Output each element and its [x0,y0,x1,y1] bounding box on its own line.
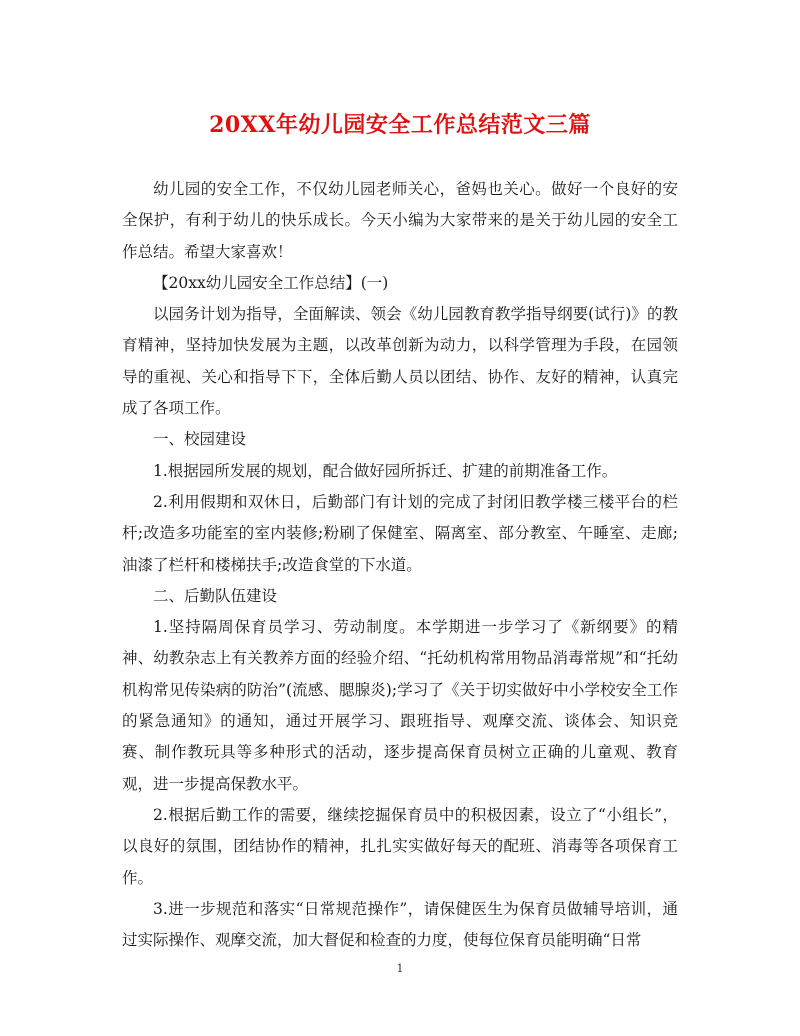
intro-paragraph: 幼儿园的安全工作，不仅幼儿园老师关心，爸妈也关心。做好一个良好的安全保护，有利于幼儿的快乐成长。今天小编为大家带来的是关于幼儿园的安全工作总结。希望大家喜欢！ [122,180,678,261]
subheading-campus-construction: 一、校园建设 [153,430,247,449]
section-heading-part-one: 【20xx幼儿园安全工作总结】(一) [153,273,389,292]
document-body [122,174,678,956]
page-number: 1 [396,962,404,975]
list-item: 1.根据园所发展的规划，配合做好园所拆迁、扩建的前期准备工作。 [153,461,618,480]
list-item: 2.利用假期和双休日，后勤部门有计划的完成了封闭旧教学楼三楼平台的栏杆;改造多功能室的室内装修;粉刷了保健室、隔离室、部分教室、午睡室、走廊;油漆了栏杆和楼梯扶手;改造食堂的下水道。 [122,492,678,574]
body-paragraph: 以园务计划为指导，全面解读、领会《幼儿园教育教学指导纲要(试行)》的教育精神，坚持加快发展为主题，以改革创新为动力，以科学管理为手段，在园领导的重视、关心和指导下下，全体后勤人员以团结、协作、友好的精神，认真完成了各项工作。 [122,305,678,418]
document-title: 20XX年幼儿园安全工作总结范文三篇 [209,112,591,138]
list-item: 3.进一步规范和落实“日常规范操作”，请保健医生为保育员做辅导培训，通过实际操作、观摩交流，加大督促和检查的力度，使每位保育员能明确“日常 [122,899,678,950]
list-item: 2.根据后勤工作的需要，继续挖掘保育员中的积极因素，设立了“小组长”，以良好的氛围，团结协作的精神，扎扎实实做好每天的配班、消毒等各项保育工作。 [122,805,678,887]
list-item: 1.坚持隔周保育员学习、劳动制度。本学期进一步学习了《新纲要》的精神、幼教杂志上有关教养方面的经验介绍、“托幼机构常用物品消毒常规”和“托幼机构常见传染病的防治”(流感、腮腺炎);学习了《关于切实做好中小学校安全工作的紧急通知》的通知，通过开展学习、跟班指导、观摩交流、谈体会、知识竞赛、制作教玩具等多种形式的活动，逐步提高保育员树立正确的儿童观、教育观，进一步提高保教水平。 [122,618,678,793]
subheading-logistics-team: 二、后勤队伍建设 [153,586,278,605]
